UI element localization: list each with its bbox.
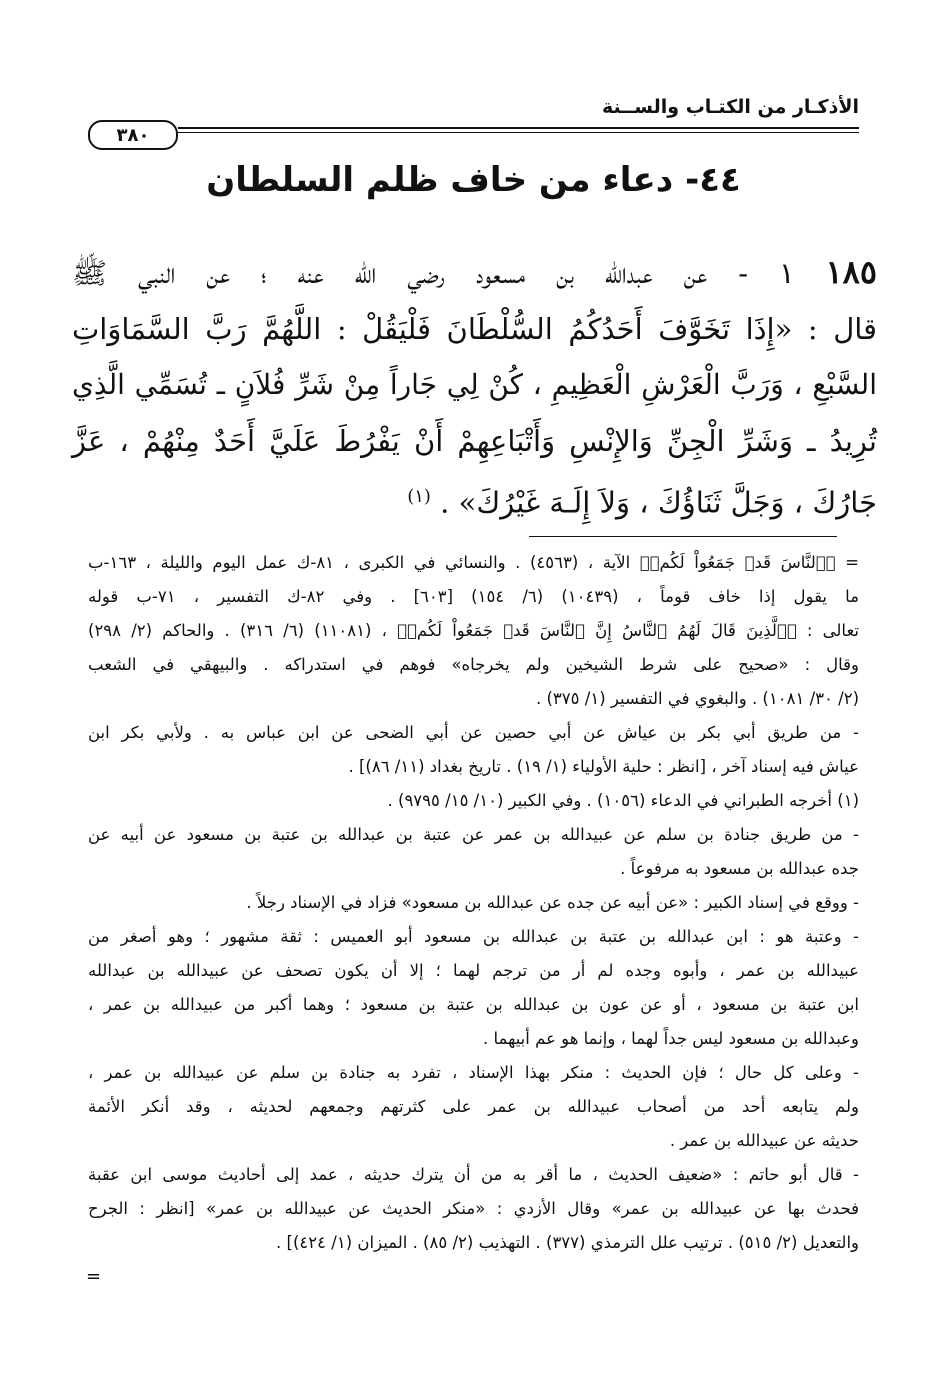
footnote-line: (١) أخرجه الطبراني في الدعاء (١٠٥٦) . وفي الكبير (١٠/ ١٥/ ٩٧٩٥) . [387,791,859,810]
hadith-line: قال : «إِذَا تَخَوَّفَ أَحَدُكُمُ السُّلْطَانَ فَلْيَقُلْ : اللَّهُمَّ رَبَّ السَّمَاوَاتِ [72,312,877,346]
footnote-line: - من طريق أبي بكر بن عياش عن أبي حصين عن أبي الضحى عن ابن عباس به . ولأبي بكر ابن [88,723,859,742]
footnote-separator [529,536,837,537]
footnote-line: تعالى : ﴿ٱلَّذِينَ قَالَ لَهُمُ ٱلنَّاسُ إِنَّ ٱلنَّاسَ قَدۡ جَمَعُواْ لَكُمۡ﴾ ، (١١٠٨١) (٦/ ٣١٦) . والحاكم (٢/ ٢٩٨) [88,621,859,640]
footnote-reference[interactable]: (١) [407,486,431,507]
header-rule [88,124,859,144]
footnote-line: فحدث بها عن عبيدالله بن عمر» وقال الأزدي : «منكر الحديث عن عبيدالله بن عمر» [انظر : الجرح [88,1199,859,1218]
header-rule-line-thin [178,132,859,133]
footnote-line: = ﴿ٱلنَّاسَ قَدۡ جَمَعُواْ لَكُمۡ﴾ الآية ، (٤٥٦٣) . والنسائي في الكبرى ، ٨١-ك عمل اليوم والليلة ، ١٦٣-ب [88,553,859,572]
hadith-line: تُرِيدُ ـ وَشَرِّ الْجِنِّ وَالإِنْسِ وَأَتْبَاعِهِمْ أَنْ يَفْرُطَ عَلَيَّ أَحَدٌ مِنْهُمْ ، عَزَّ [72,424,877,458]
hadith-line-text: ١ - عن عبدالله بن مسعود رضي الله عنه ؛ عن النبي ﷺ [72,256,795,290]
hadith-line [72,244,877,301]
footnote-line: - قال أبو حاتم : «ضعيف الحديث ، ما أقر به من أن يترك حديثه ، عمد إلى أحاديث موسى ابن عقبة [88,1165,859,1184]
footnote-line: حديثه عن عبيدالله بن عمر . [669,1131,859,1150]
footnote-line: - وعتبة هو : ابن عبدالله بن عتبة بن عبدالله بن مسعود أبو العميس : ثقة مشهور ؛ وهو أصغر من [88,927,859,946]
footnote-line: ابن عتبة بن مسعود ، أو عن عون بن عبدالله بن عتبة بن مسعود ؛ وهما أكبر من عبيدالله بن عمر ، [88,995,859,1014]
footnote-line: ما يقول إذا خاف قوماً ، (١٠٤٣٩) (٦/ ١٥٤) [٦٠٣] . وفي ٨٢-ك التفسير ، ٧١-ب قوله [88,587,859,606]
footnote-line: عبيدالله بن عمر ، وأبوه وجده لم أر من ترجم لهما ؛ إلا أن يكون تصحف عن عبيدالله بن عبدالله [88,961,859,980]
running-header [88,90,859,124]
page-number: ٣٨٠ [116,124,150,146]
continuation-mark: = [86,1266,102,1287]
footnote-line: عياش فيه إسناد آخر ، [انظر : حلية الأولياء (١/ ١٩) . تاريخ بغداد (١١/ ٨٦)] . [348,757,859,776]
footnote-line: جده عبدالله بن مسعود به مرفوعاً . [620,859,859,878]
footnote-line: وعبدالله بن مسعود ليس جداً لهما ، وإنما هو عم أبيهما . [483,1029,859,1048]
page-number-badge [88,120,178,150]
hadith-number: ١٨٥ [825,253,877,291]
header-rule-line [178,127,859,129]
footnote-line: - وعلى كل حال ؛ فإن الحديث : منكر بهذا الإسناد ، تفرد به جنادة بن سلم عن عبيدالله بن عمر ، [88,1063,859,1082]
hadith-line-text: جَارُكَ ، وَجَلَّ ثَنَاؤُكَ ، وَلاَ إِلَـهَ غَيْرُكَ» . [440,485,877,520]
running-title: الأذكـار من الكتـاب والســنة [602,96,859,118]
footnote-line: - ووقع في إسناد الكبير : «عن أبيه عن جده عن عبدالله بن مسعود» فزاد في الإسناد رجلاً . [246,893,859,912]
hadith-line [72,469,877,531]
footnotes [88,546,859,1260]
footnote-line: وقال : «صحيح على شرط الشيخين ولم يخرجاه» فوهم في استدراكه . والبيهقي في الشعب [88,655,859,674]
hadith-block [72,244,877,531]
hadith-line: السَّبْعِ ، وَرَبَّ الْعَرْشِ الْعَظِيمِ ، كُنْ لِي جَاراً مِنْ شَرِّ فُلاَنٍ ـ تُسَمِّي الَّذِي [72,368,877,401]
footnote-line: ولم يتابعه أحد من أصحاب عبيدالله بن عمر على كثرتهم وجمعهم لحديثه ، وقد أنكر الأئمة [88,1097,859,1116]
footnote-line: والتعديل (٢/ ٥١٥) . ترتيب علل الترمذي (٣٧٧) . التهذيب (٢/ ٨٥) . الميزان (١/ ٤٢٤)] . [276,1233,859,1252]
chapter-title: ٤٤- دعاء من خاف ظلم السلطان [206,160,741,200]
footnote-line: (٢/ ٣٠/ ١٠٨١) . والبغوي في التفسير (١/ ٣٧٥) . [535,689,859,708]
footnote-line: - من طريق جنادة بن سلم عن عبيدالله بن عمر عن عتبة بن عبدالله بن عتبة بن مسعود عن أبيه عن [88,825,859,844]
